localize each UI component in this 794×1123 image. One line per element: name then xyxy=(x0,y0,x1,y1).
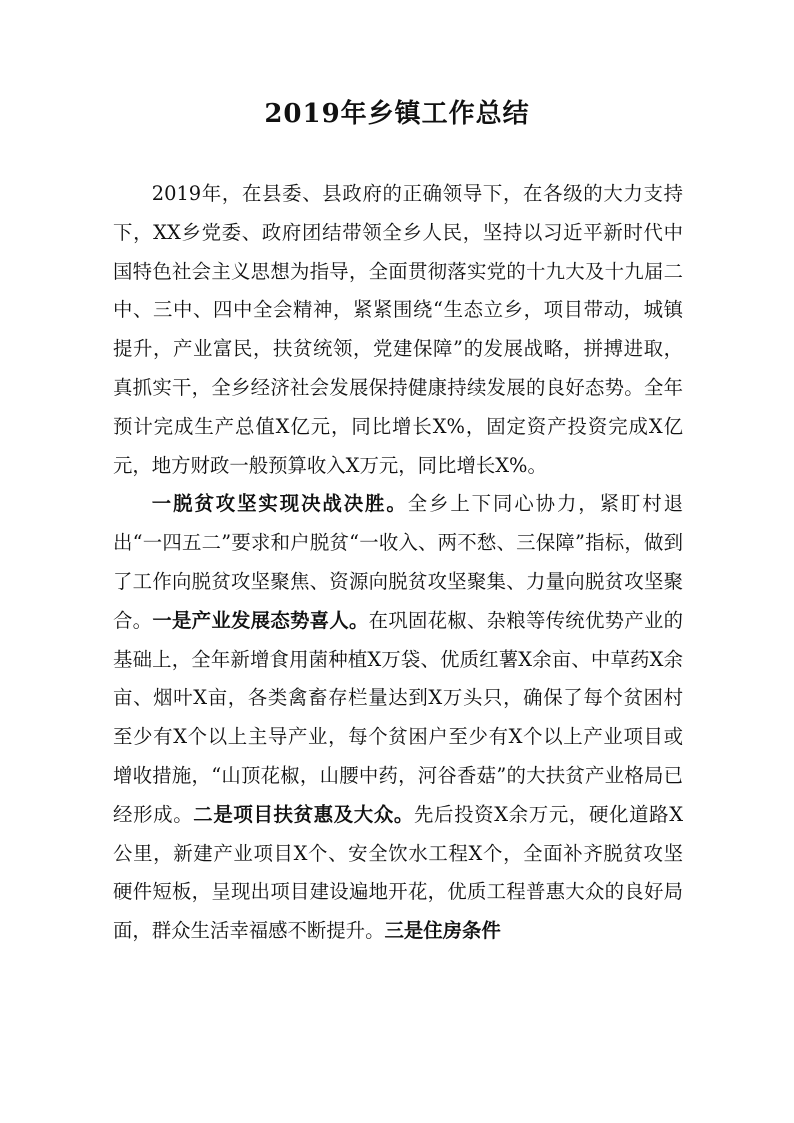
section-heading: 一脱贫攻坚实现决战决胜。 xyxy=(151,492,408,516)
paragraph-poverty-alleviation xyxy=(113,485,683,951)
document-body xyxy=(113,175,683,951)
point-heading-2: 二是项目扶贫惠及大众。 xyxy=(193,802,414,826)
section-intro: 全乡上下同心协力，紧盯村退出“一四五二”要求和户脱贫“一收入、两不愁、三保障”指标，做到了工作向脱贫攻坚聚焦、资源向脱贫攻坚聚集、力量向脱贫攻坚聚合。 xyxy=(113,492,683,632)
point-heading-1: 一是产业发展态势喜人。 xyxy=(152,608,369,632)
point-text-1: 在巩固花椒、杂粮等传统优势产业的基础上，全年新增食用菌种植X万袋、优质红薯X余亩、中草药X余亩、烟叶X亩，各类禽畜存栏量达到X万头只，确保了每个贫困村至少有X个以上主导产业，每个贫困户至少有X个以上产业项目或增收措施，“山顶花椒，山腰中药，河谷香菇”的大扶贫产业格局已经形成。 xyxy=(113,608,684,826)
point-text-2: 先后投资X余万元，硬化道路X公里，新建产业项目X个、安全饮水工程X个，全面补齐脱贫攻坚硬件短板，呈现出项目建设遍地开花，优质工程普惠大众的良好局面，群众生活幸福感不断提升。 xyxy=(113,802,684,943)
point-heading-3: 三是住房条件 xyxy=(384,919,501,943)
paragraph-summary: 2019年，在县委、县政府的正确领导下，在各级的大力支持下，XX乡党委、政府团结带领全乡人民，坚持以习近平新时代中国特色社会主义思想为指导，全面贯彻落实党的十九大及十九届二中、三中、四中全会精神，紧紧围绕“生态立乡，项目带动，城镇提升，产业富民，扶贫统领，党建保障”的发展战略，拼搏进取，真抓实干，全乡经济社会发展保持健康持续发展的良好态势。全年预计完成生产总值X亿元，同比增长X%，固定资产投资完成X亿元，地方财政一般预算收入X万元，同比增长X%。 xyxy=(113,182,683,477)
page-title: 2019年乡镇工作总结 xyxy=(264,99,530,129)
